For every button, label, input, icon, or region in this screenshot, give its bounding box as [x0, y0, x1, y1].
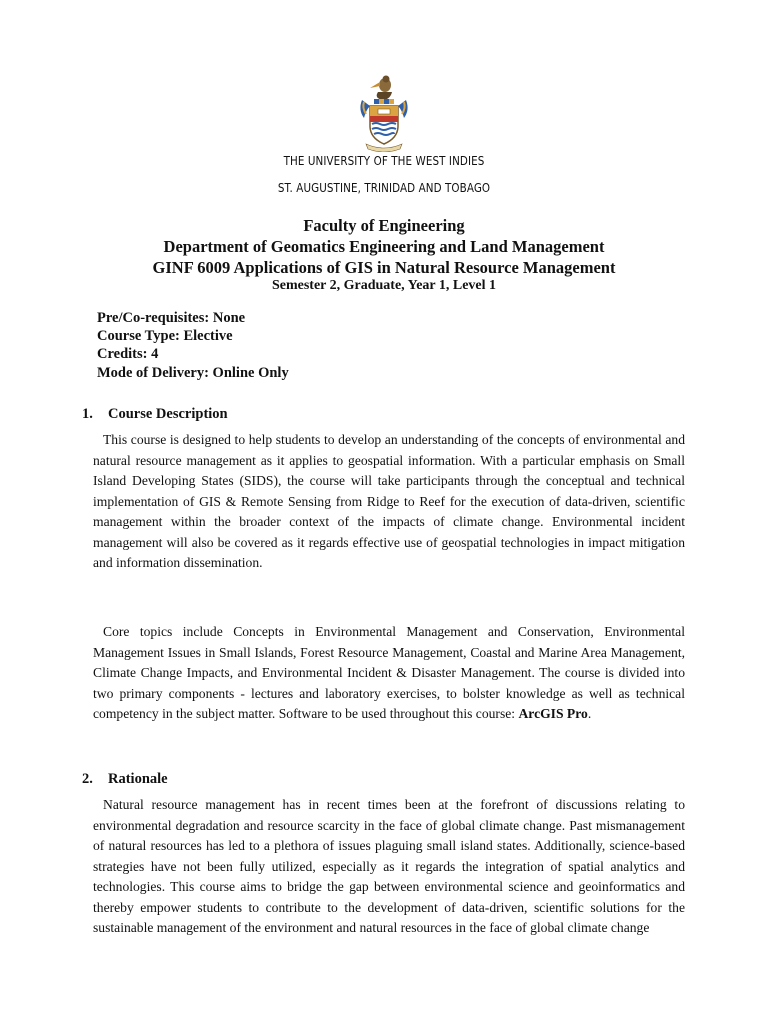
section-heading-rationale: [82, 770, 168, 788]
prerequisites-line: Pre/Co-requisites: None: [97, 310, 246, 326]
section-heading-course-description: [82, 405, 228, 423]
section-title: Course Description: [108, 406, 228, 422]
faculty-heading: Faculty of Engineering: [303, 216, 465, 235]
semester-info: Semester 2, Graduate, Year 1, Level 1: [271, 278, 497, 293]
section-number: 2.: [82, 771, 93, 787]
core-topics-end: .: [587, 706, 592, 721]
campus-location: ST. AUGUSTINE, TRINIDAD AND TOBAGO: [277, 180, 491, 195]
pelican-crest-icon: [370, 76, 392, 101]
course-type-line: Course Type: Elective: [97, 328, 233, 345]
department-heading: Department of Geomatics Engineering and Land Management: [163, 237, 605, 256]
course-meta: [97, 309, 289, 382]
section-number: 1.: [82, 406, 93, 422]
university-name: THE UNIVERSITY OF THE WEST INDIES: [283, 153, 485, 168]
delivery-mode-line: Mode of Delivery: Online Only: [97, 364, 289, 381]
core-topics-paragraph: [93, 622, 685, 725]
core-topics-text: Core topics include Concepts in Environmental Management and Conservation, Environmental Management Issues in Small Islands, Forest Resource Management, Coastal and Marine Area Management, Climate Change Impacts, and Environmental Incident & Disaster Management. The course is divided into two primary components - lectures and laboratory exercises, to bolster knowledge as well as technical competency in the subject matter. Software to be used throughout this course:: [93, 624, 685, 721]
course-description-paragraph: This course is designed to help students to develop an understanding of the concepts of environmental and natural resource management as it applies to geospatial information. With a particular emphasis on Small Island Developing States (SIDS), the course will take participants through the conceptual and technical implementation of GIS & Remote Sensing from Ridge to Reef for the execution of data-driven, scientific management within the broader context of the impacts of climate change. Environmental incident management will also be covered as it regards effective use of geospatial technologies in impact mitigation and information dissemination.: [93, 432, 685, 570]
section-title: Rationale: [108, 771, 168, 787]
credits-line: Credits: 4: [97, 346, 159, 363]
software-name: ArcGIS Pro: [518, 706, 588, 721]
course-title: GINF 6009 Applications of GIS in Natural Resource Management: [152, 258, 616, 277]
university-crest-logo: [356, 70, 412, 152]
rationale-paragraph: Natural resource management has in recent times been at the forefront of discussions relating to environmental degradation and resource scarcity in the face of global climate change. Past mismanagement of natural resources has led to a plethora of issues plaguing small island states. Additionally, science-based strategies have not been fully utilized, especially as it regards the integration of spatial analytics and technologies. This course aims to bridge the gap between environmental science and geoinformatics and thereby empower students to contribute to the development of data-driven, scientific solutions for the sustainable management of the environment and natural resources in the face of global climate change: [93, 797, 685, 935]
